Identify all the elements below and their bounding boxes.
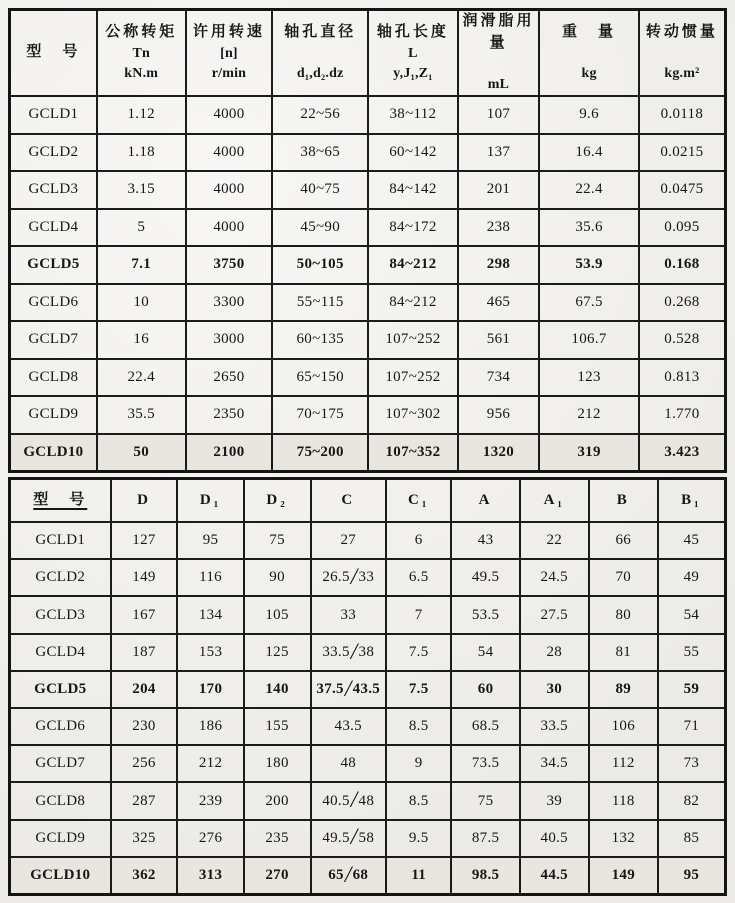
column-header [589, 479, 658, 523]
value-cell: 43.5 [311, 708, 386, 745]
value-cell: 105 [244, 596, 311, 633]
value-cell: 107~302 [368, 396, 458, 434]
model-cell: GCLD9 [10, 820, 111, 857]
table-row [10, 708, 726, 745]
header-line: d₁,d₂.dz [296, 65, 344, 81]
value-cell: 35.5 [97, 396, 186, 434]
table-row [10, 634, 726, 671]
column-header [311, 479, 386, 523]
header-line: kN.m [124, 65, 159, 81]
value-cell: 6 [386, 522, 451, 559]
value-cell: 116 [177, 559, 243, 596]
header-line: Tn [132, 45, 150, 61]
column-header [639, 10, 726, 97]
value-cell: 140 [244, 671, 311, 708]
header-row [10, 479, 726, 523]
model-cell: GCLD10 [10, 434, 97, 472]
value-cell: 204 [111, 671, 178, 708]
fraction-slash: / [344, 861, 352, 888]
value-cell: 54 [658, 596, 726, 633]
value-cell: 155 [244, 708, 311, 745]
value-cell: 60 [451, 671, 519, 708]
header-line: C₁ [408, 491, 430, 508]
value-cell: 127 [111, 522, 178, 559]
value-cell: 84~212 [368, 246, 458, 284]
value-cell: 0.0215 [639, 134, 726, 172]
header-line: B₁ [681, 491, 702, 508]
value-cell: 134 [177, 596, 243, 633]
fraction-slash: / [344, 675, 352, 702]
value-cell: 40~75 [272, 171, 368, 209]
column-header [451, 479, 519, 523]
value-cell: 60~142 [368, 134, 458, 172]
value-cell: 22~56 [272, 96, 368, 134]
column-header [539, 10, 639, 97]
header-line: D₁ [199, 491, 222, 508]
table-row [10, 359, 726, 397]
value-cell: 53.5 [451, 596, 519, 633]
table-row [10, 820, 726, 857]
value-cell: 298 [458, 246, 540, 284]
header-line: 润滑脂用量 [462, 13, 535, 51]
table-row [10, 134, 726, 172]
model-cell: GCLD4 [10, 209, 97, 247]
header-line: kg [581, 65, 597, 81]
value-cell: 28 [520, 634, 589, 671]
table-row [10, 857, 726, 895]
header-line: y,J₁,Z₁ [393, 65, 433, 81]
header-line [459, 55, 539, 75]
value-cell: 84~172 [368, 209, 458, 247]
value-cell: 35.6 [539, 209, 639, 247]
header-line: 公称转矩 [105, 23, 178, 40]
value-cell: 8.5 [386, 782, 451, 819]
value-cell: 11 [386, 857, 451, 895]
value-cell: 16.4 [539, 134, 639, 172]
model-cell: GCLD6 [10, 284, 97, 322]
table-row [10, 596, 726, 633]
value-cell: 44.5 [520, 857, 589, 895]
value-cell: 2350 [186, 396, 273, 434]
value-cell: 276 [177, 820, 243, 857]
value-cell: 34.5 [520, 745, 589, 782]
value-cell: 123 [539, 359, 639, 397]
value-cell: 10 [97, 284, 186, 322]
value-cell: 1320 [458, 434, 540, 472]
value-cell: 5 [97, 209, 186, 247]
value-cell: 3.423 [639, 434, 726, 472]
value-cell: 4000 [186, 134, 273, 172]
value-cell: 80 [589, 596, 658, 633]
value-cell: 313 [177, 857, 243, 895]
value-cell: 180 [244, 745, 311, 782]
model-cell: GCLD3 [10, 171, 97, 209]
table-row [10, 171, 726, 209]
value-cell: 3000 [186, 321, 273, 359]
value-cell: 48 [311, 745, 386, 782]
model-cell: GCLD9 [10, 396, 97, 434]
table-row [10, 782, 726, 819]
value-cell: 82 [658, 782, 726, 819]
value-cell: 4000 [186, 96, 273, 134]
table-row [10, 671, 726, 708]
value-cell: 16 [97, 321, 186, 359]
value-cell: 4000 [186, 171, 273, 209]
value-cell: 6.5 [386, 559, 451, 596]
value-cell: 53.9 [539, 246, 639, 284]
model-cell: GCLD5 [10, 246, 97, 284]
fraction-slash: / [350, 564, 358, 591]
value-cell: 38~112 [368, 96, 458, 134]
value-cell: 107~252 [368, 359, 458, 397]
value-cell: 22 [520, 522, 589, 559]
value-cell: 200 [244, 782, 311, 819]
value-cell: 201 [458, 171, 540, 209]
value-cell: 212 [539, 396, 639, 434]
header-line: D [137, 491, 151, 508]
header-line: r/min [211, 65, 247, 81]
value-cell: 170 [177, 671, 243, 708]
value-cell: 49.5 [451, 559, 519, 596]
header-line: [n] [220, 45, 238, 61]
coupling-performance-table [8, 8, 727, 473]
header-line: 型 号 [26, 44, 81, 61]
value-cell: 84~212 [368, 284, 458, 322]
header-line [540, 44, 638, 64]
value-cell: 73.5 [451, 745, 519, 782]
value-cell: 187 [111, 634, 178, 671]
table-row [10, 559, 726, 596]
value-cell: 118 [589, 782, 658, 819]
value-cell: 7.1 [97, 246, 186, 284]
header-line [273, 44, 367, 64]
value-cell: 50 [97, 434, 186, 472]
column-header [458, 10, 540, 97]
value-cell: 54 [451, 634, 519, 671]
value-cell: 70 [589, 559, 658, 596]
value-cell: 2650 [186, 359, 273, 397]
value-cell: 238 [458, 209, 540, 247]
value-cell: 106.7 [539, 321, 639, 359]
column-header [10, 479, 111, 523]
value-cell: 9.5 [386, 820, 451, 857]
header-line: D₂ [266, 491, 288, 508]
value-cell: 4000 [186, 209, 273, 247]
value-cell: 33 [311, 596, 386, 633]
value-cell: 50~105 [272, 246, 368, 284]
coupling-dimensions-table [8, 477, 727, 896]
header-line: 轴孔直径 [284, 23, 357, 40]
column-header [658, 479, 726, 523]
model-cell: GCLD10 [10, 857, 111, 895]
value-cell: 186 [177, 708, 243, 745]
value-cell: 0.0475 [639, 171, 726, 209]
value-cell: 956 [458, 396, 540, 434]
value-cell: 325 [111, 820, 178, 857]
fraction-slash: / [350, 638, 358, 665]
value-cell: 465 [458, 284, 540, 322]
value-cell: 112 [589, 745, 658, 782]
value-cell: 3.15 [97, 171, 186, 209]
value-cell: 149 [111, 559, 178, 596]
value-cell: 9 [386, 745, 451, 782]
value-cell: 0.268 [639, 284, 726, 322]
model-cell: GCLD1 [10, 96, 97, 134]
model-cell: GCLD8 [10, 782, 111, 819]
value-cell: 73 [658, 745, 726, 782]
value-cell: 0.0118 [639, 96, 726, 134]
header-line: A₁ [543, 491, 565, 508]
column-header [272, 10, 368, 97]
value-cell: 49 [658, 559, 726, 596]
value-cell: 270 [244, 857, 311, 895]
value-cell: 7 [386, 596, 451, 633]
value-cell: 30 [520, 671, 589, 708]
table-row [10, 284, 726, 322]
value-cell: 90 [244, 559, 311, 596]
table-row [10, 209, 726, 247]
table-row [10, 321, 726, 359]
value-cell: 734 [458, 359, 540, 397]
value-cell: 3750 [186, 246, 273, 284]
value-cell: 149 [589, 857, 658, 895]
table-row [10, 246, 726, 284]
value-cell: 0.528 [639, 321, 726, 359]
value-cell: 37.5/43.5 [311, 671, 386, 708]
value-cell: 67.5 [539, 284, 639, 322]
value-cell: 132 [589, 820, 658, 857]
value-cell: 55 [658, 634, 726, 671]
header-line: kg.m² [664, 65, 700, 81]
value-cell: 0.095 [639, 209, 726, 247]
value-cell: 107~352 [368, 434, 458, 472]
value-cell: 22.4 [539, 171, 639, 209]
model-cell: GCLD3 [10, 596, 111, 633]
value-cell: 55~115 [272, 284, 368, 322]
column-header [368, 10, 458, 97]
column-header [244, 479, 311, 523]
header-line: L [408, 45, 418, 61]
fraction-slash: / [350, 787, 358, 814]
model-cell: GCLD7 [10, 745, 111, 782]
value-cell: 27 [311, 522, 386, 559]
value-cell: 561 [458, 321, 540, 359]
value-cell: 39 [520, 782, 589, 819]
value-cell: 26.5/33 [311, 559, 386, 596]
header-line: mL [487, 76, 510, 92]
column-header [186, 10, 273, 97]
value-cell: 65~150 [272, 359, 368, 397]
model-cell: GCLD6 [10, 708, 111, 745]
value-cell: 287 [111, 782, 178, 819]
header-line: 型 号 [33, 491, 88, 508]
value-cell: 75 [244, 522, 311, 559]
value-cell: 66 [589, 522, 658, 559]
value-cell: 85 [658, 820, 726, 857]
value-cell: 106 [589, 708, 658, 745]
value-cell: 33.5/38 [311, 634, 386, 671]
value-cell: 87.5 [451, 820, 519, 857]
value-cell: 8.5 [386, 708, 451, 745]
value-cell: 230 [111, 708, 178, 745]
table-row [10, 434, 726, 472]
column-header [111, 479, 178, 523]
column-header [10, 10, 97, 97]
value-cell: 27.5 [520, 596, 589, 633]
column-header [97, 10, 186, 97]
value-cell: 43 [451, 522, 519, 559]
value-cell: 59 [658, 671, 726, 708]
table-row [10, 396, 726, 434]
value-cell: 7.5 [386, 671, 451, 708]
value-cell: 22.4 [97, 359, 186, 397]
value-cell: 9.6 [539, 96, 639, 134]
header-line: 许用转速 [192, 23, 265, 40]
value-cell: 89 [589, 671, 658, 708]
value-cell: 33.5 [520, 708, 589, 745]
value-cell: 98.5 [451, 857, 519, 895]
value-cell: 65/68 [311, 857, 386, 895]
value-cell: 45 [658, 522, 726, 559]
value-cell: 38~65 [272, 134, 368, 172]
table-row [10, 96, 726, 134]
value-cell: 153 [177, 634, 243, 671]
value-cell: 0.168 [639, 246, 726, 284]
value-cell: 71 [658, 708, 726, 745]
value-cell: 256 [111, 745, 178, 782]
value-cell: 362 [111, 857, 178, 895]
value-cell: 75~200 [272, 434, 368, 472]
header-line [640, 44, 724, 64]
column-header [520, 479, 589, 523]
model-cell: GCLD1 [10, 522, 111, 559]
model-cell: GCLD4 [10, 634, 111, 671]
value-cell: 1.18 [97, 134, 186, 172]
value-cell: 319 [539, 434, 639, 472]
value-cell: 107~252 [368, 321, 458, 359]
value-cell: 95 [658, 857, 726, 895]
model-cell: GCLD2 [10, 134, 97, 172]
model-cell: GCLD2 [10, 559, 111, 596]
value-cell: 3300 [186, 284, 273, 322]
table-row [10, 522, 726, 559]
model-cell: GCLD5 [10, 671, 111, 708]
value-cell: 75 [451, 782, 519, 819]
value-cell: 1.12 [97, 96, 186, 134]
value-cell: 49.5/58 [311, 820, 386, 857]
header-line: 轴孔长度 [376, 23, 449, 40]
value-cell: 1.770 [639, 396, 726, 434]
value-cell: 167 [111, 596, 178, 633]
header-line: 转动惯量 [645, 23, 718, 40]
header-line: 重 量 [562, 23, 617, 40]
value-cell: 60~135 [272, 321, 368, 359]
value-cell: 239 [177, 782, 243, 819]
value-cell: 40.5 [520, 820, 589, 857]
value-cell: 212 [177, 745, 243, 782]
header-row [10, 10, 726, 97]
table-row [10, 745, 726, 782]
fraction-slash: / [350, 824, 358, 851]
value-cell: 7.5 [386, 634, 451, 671]
value-cell: 45~90 [272, 209, 368, 247]
header-line: A [478, 491, 493, 508]
model-cell: GCLD8 [10, 359, 97, 397]
value-cell: 84~142 [368, 171, 458, 209]
value-cell: 107 [458, 96, 540, 134]
value-cell: 68.5 [451, 708, 519, 745]
header-line: B [616, 491, 630, 508]
header-line: C [341, 491, 356, 508]
value-cell: 125 [244, 634, 311, 671]
value-cell: 95 [177, 522, 243, 559]
column-header [386, 479, 451, 523]
value-cell: 0.813 [639, 359, 726, 397]
value-cell: 70~175 [272, 396, 368, 434]
value-cell: 81 [589, 634, 658, 671]
model-cell: GCLD7 [10, 321, 97, 359]
value-cell: 40.5/48 [311, 782, 386, 819]
value-cell: 2100 [186, 434, 273, 472]
value-cell: 235 [244, 820, 311, 857]
value-cell: 24.5 [520, 559, 589, 596]
value-cell: 137 [458, 134, 540, 172]
column-header [177, 479, 243, 523]
